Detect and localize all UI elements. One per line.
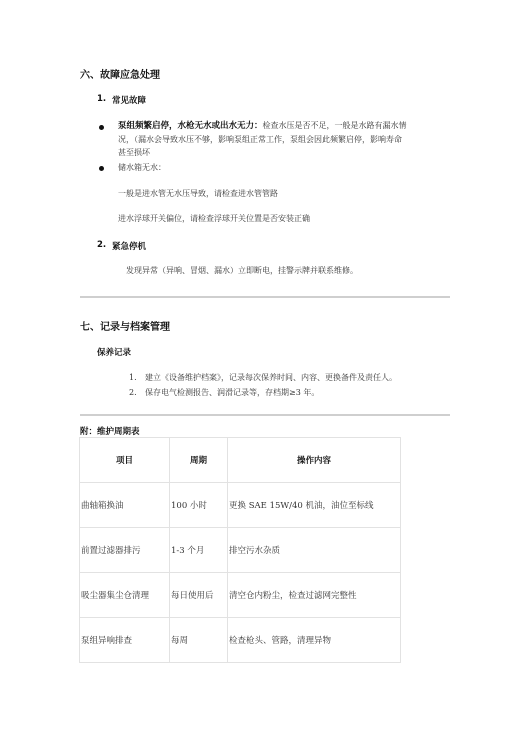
sub2-number: 2. [97, 240, 107, 250]
table-cell: 曲轴箱换油 [80, 483, 170, 528]
para-emergency-stop: 发现异常（异响、冒烟、漏水）立即断电，挂警示牌并联系维修。 [126, 266, 358, 275]
bullet1-line3: 甚至损坏 [118, 148, 150, 157]
sub1-title: 常见故障 [112, 96, 147, 106]
table-header: 操作内容 [228, 438, 401, 483]
bullet1-text [118, 119, 458, 159]
table-cell: 前置过滤器排污 [80, 528, 170, 573]
table-cell: 每周 [170, 618, 228, 663]
table-cell: 每日使用后 [170, 573, 228, 618]
table-header-row [80, 438, 401, 483]
sub2-title: 紧急停机 [112, 242, 147, 252]
table-row [80, 618, 401, 663]
bullet1-line1: 检查水压是否不足，一般是水路有漏水情 [262, 121, 407, 130]
bullet1-lead: 泵组频繁启停，水枪无水或出水无力： [118, 121, 263, 131]
sub1-number: 1. [97, 94, 107, 104]
bullet-icon [99, 166, 104, 171]
maintenance-table [79, 437, 401, 663]
table-cell: 检查枪头、管路，清理异物 [228, 618, 401, 663]
table-row [80, 528, 401, 573]
table-row [80, 573, 401, 618]
bullet-icon [99, 125, 104, 130]
section-divider [80, 414, 450, 416]
table-header: 周期 [170, 438, 228, 483]
table-cell: 吸尘器集尘仓清理 [80, 573, 170, 618]
para-float-switch: 进水浮球开关偏位，请检查浮球开关位置是否安装正确 [118, 214, 310, 223]
record-item-number: 1. [129, 373, 137, 382]
appendix-title: 附：维护周期表 [80, 427, 140, 437]
bullet2-title: 储水箱无水： [118, 163, 166, 172]
record-item-text: 建立《设备维护档案》，记录每次保养时间、内容、更换备件及责任人。 [145, 373, 397, 382]
table-cell: 清空仓内粉尘，检查过滤网完整性 [228, 573, 401, 618]
record-item-text: 保存电气检测报告、润滑记录等，存档期≥3 年。 [145, 388, 320, 397]
section7-title: 七、记录与档案管理 [80, 322, 170, 333]
table-cell: 1-3 个月 [170, 528, 228, 573]
table-row [80, 483, 401, 528]
table-cell: 排空污水杂质 [228, 528, 401, 573]
section-divider [80, 296, 450, 298]
table-cell: 泵组异响排查 [80, 618, 170, 663]
bullet1-line2: 况，（漏水会导致水压不够，影响泵组正常工作，泵组会因此频繁启停，影响寿命 [118, 135, 402, 144]
para-inlet-pressure: 一般是进水管无水压导致，请检查进水管管路 [118, 189, 278, 198]
record-item-number: 2. [129, 388, 137, 397]
section7-subtitle: 保养记录 [97, 348, 132, 358]
table-cell: 更换 SAE 15W/40 机油，油位至标线 [228, 483, 401, 528]
section6-title: 六、故障应急处理 [80, 70, 160, 81]
table-header: 项目 [80, 438, 170, 483]
table-cell: 100 小时 [170, 483, 228, 528]
